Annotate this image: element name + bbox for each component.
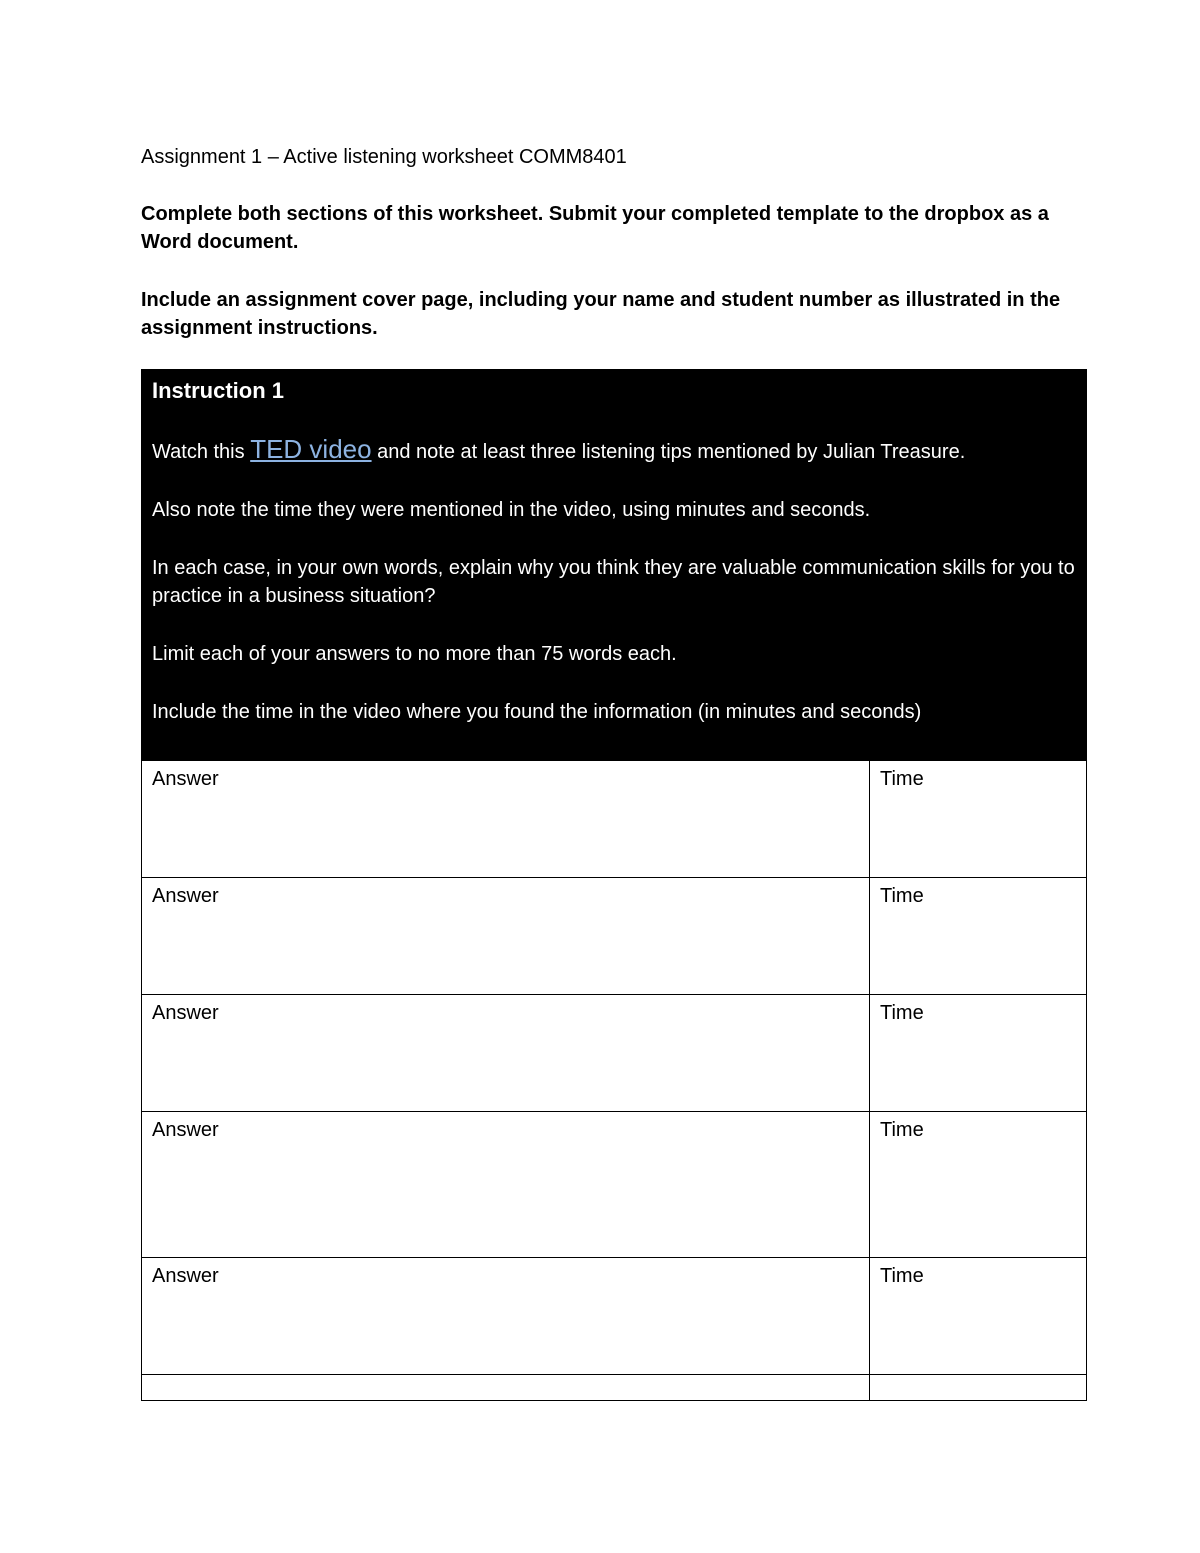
- answer-label: Answer: [152, 1119, 219, 1141]
- answer-cell[interactable]: [142, 761, 870, 878]
- answer-row: [142, 878, 1087, 995]
- instruction-row: [142, 370, 1087, 761]
- answer-row: [142, 1112, 1087, 1258]
- time-cell[interactable]: [870, 1258, 1087, 1375]
- worksheet-table: [141, 369, 1087, 1401]
- instruction-paragraph-limit: Limit each of your answers to no more than 75 words each.: [152, 643, 677, 665]
- time-label: Time: [880, 885, 924, 907]
- empty-row: [142, 1375, 1087, 1401]
- answer-cell[interactable]: [142, 1112, 870, 1258]
- time-label: Time: [880, 1002, 924, 1024]
- answer-label: Answer: [152, 885, 219, 907]
- answer-cell[interactable]: [142, 1258, 870, 1375]
- time-cell[interactable]: [870, 761, 1087, 878]
- instruction-paragraph-include-time: Include the time in the video where you found the information (in minutes and seconds): [152, 701, 922, 723]
- answer-cell[interactable]: [142, 995, 870, 1112]
- answer-row: [142, 1258, 1087, 1375]
- document-title: Assignment 1 – Active listening worksheet COMM8401: [141, 146, 627, 168]
- time-label: Time: [880, 1119, 924, 1141]
- ted-video-link[interactable]: TED video: [250, 434, 372, 464]
- empty-cell[interactable]: [870, 1375, 1087, 1401]
- answer-cell[interactable]: [142, 878, 870, 995]
- answer-label: Answer: [152, 1002, 219, 1024]
- time-label: Time: [880, 1265, 924, 1287]
- time-label: Time: [880, 768, 924, 790]
- time-cell[interactable]: [870, 995, 1087, 1112]
- time-cell[interactable]: [870, 878, 1087, 995]
- answer-row: [142, 761, 1087, 878]
- time-cell[interactable]: [870, 1112, 1087, 1258]
- cover-page-instructions: Include an assignment cover page, including your name and student number as illustrated in the assignment instructions.: [141, 289, 1061, 339]
- instruction-paragraph-explain: In each case, in your own words, explain why you think they are valuable communication skills for you to practice in a business situation?: [152, 557, 1075, 607]
- answer-label: Answer: [152, 768, 219, 790]
- empty-cell[interactable]: [142, 1375, 870, 1401]
- instruction-heading: Instruction 1: [152, 378, 285, 403]
- instruction-cell: [142, 370, 1087, 761]
- answer-label: Answer: [152, 1265, 219, 1287]
- answer-row: [142, 995, 1087, 1112]
- instruction-paragraph-time: Also note the time they were mentioned in the video, using minutes and seconds.: [152, 499, 871, 521]
- instruction-text: Watch this: [152, 441, 251, 463]
- instruction-text: and note at least three listening tips mentioned by Julian Treasure.: [371, 441, 966, 463]
- instruction-paragraph-watch: [152, 435, 1076, 466]
- intro-instructions: Complete both sections of this worksheet. Submit your completed template to the dropbox as a Word document.: [141, 203, 1049, 253]
